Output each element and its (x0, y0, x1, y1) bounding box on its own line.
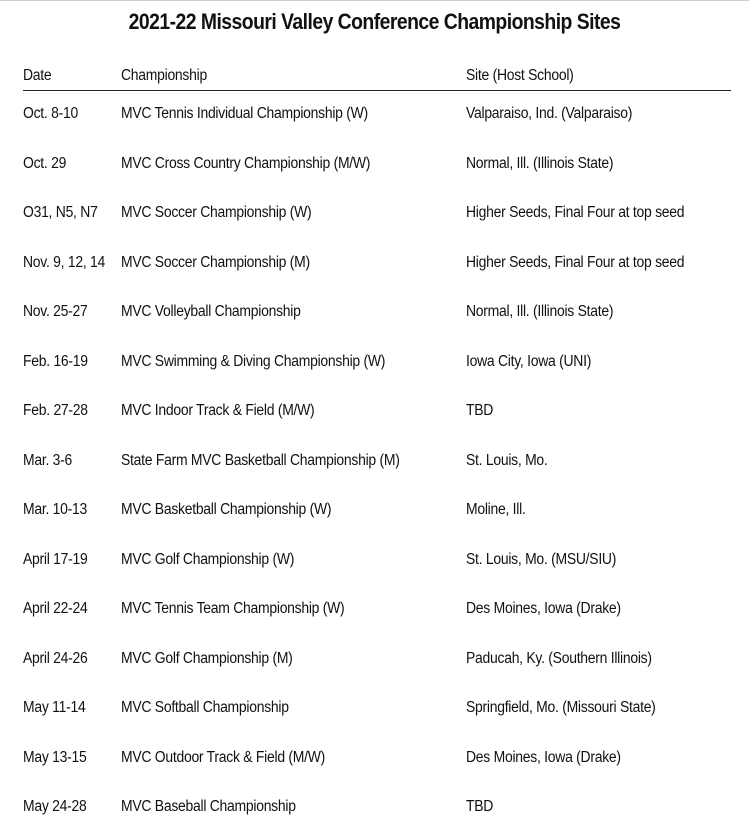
table-row (23, 537, 731, 587)
date-cell: April 22-24 (23, 600, 88, 617)
site-cell: Higher Seeds, Final Four at top seed (466, 204, 685, 221)
championship-cell: MVC Outdoor Track & Field (M/W) (121, 748, 326, 766)
table-row (23, 388, 731, 438)
site-cell: Iowa City, Iowa (UNI) (466, 352, 592, 370)
site-cell: Normal, Ill. (Illinois State) (466, 154, 614, 172)
date-cell: Oct. 8-10 (23, 105, 78, 122)
date-cell: Oct. 29 (23, 154, 67, 172)
championship-cell: MVC Baseball Championship (121, 798, 296, 815)
site-cell: Paducah, Ky. (Southern Illinois) (466, 649, 652, 667)
table-row (23, 240, 731, 290)
championship-sites-table (23, 63, 731, 834)
site-cell: Valparaiso, Ind. (Valparaiso) (466, 105, 633, 122)
site-cell: Higher Seeds, Final Four at top seed (466, 253, 685, 271)
date-cell: Nov. 25-27 (23, 303, 88, 320)
table-row (23, 735, 731, 785)
championship-cell: MVC Volleyball Championship (121, 303, 301, 320)
table-row (23, 438, 731, 488)
championship-cell: MVC Soccer Championship (M) (121, 253, 310, 271)
table-row (23, 141, 731, 191)
site-cell: Des Moines, Iowa (Drake) (466, 600, 621, 617)
date-cell: Nov. 9, 12, 14 (23, 253, 106, 271)
date-cell: April 17-19 (23, 550, 88, 568)
table-row (23, 339, 731, 389)
championship-cell: MVC Golf Championship (W) (121, 550, 295, 568)
table-row (23, 190, 731, 240)
championship-cell: State Farm MVC Basketball Championship (M) (121, 451, 400, 469)
site-cell: St. Louis, Mo. (466, 451, 548, 469)
championship-cell: MVC Golf Championship (M) (121, 649, 293, 667)
page-title: 2021-22 Missouri Valley Conference Championship Sites (128, 9, 621, 34)
site-cell: Springfield, Mo. (Missouri State) (466, 699, 656, 716)
site-cell: Moline, Ill. (466, 501, 526, 518)
date-cell: Feb. 27-28 (23, 402, 88, 419)
championship-cell: MVC Soccer Championship (W) (121, 204, 312, 221)
table-row (23, 487, 731, 537)
header-championship: Championship (121, 67, 207, 84)
header-site: Site (Host School) (466, 67, 574, 84)
date-cell: May 11-14 (23, 699, 86, 716)
date-cell: Mar. 3-6 (23, 451, 73, 469)
championship-cell: MVC Softball Championship (121, 699, 289, 716)
date-cell: April 24-26 (23, 649, 88, 667)
championship-cell: MVC Swimming & Diving Championship (W) (121, 352, 386, 370)
championship-cell: MVC Basketball Championship (W) (121, 501, 332, 518)
site-cell: TBD (466, 402, 494, 419)
date-cell: May 13-15 (23, 748, 87, 766)
site-cell: St. Louis, Mo. (MSU/SIU) (466, 550, 617, 568)
header-date: Date (23, 67, 52, 84)
championship-cell: MVC Cross Country Championship (M/W) (121, 154, 371, 172)
date-cell: May 24-28 (23, 798, 87, 815)
championship-cell: MVC Tennis Team Championship (W) (121, 600, 345, 617)
championship-cell: MVC Indoor Track & Field (M/W) (121, 402, 315, 419)
championship-cell: MVC Tennis Individual Championship (W) (121, 105, 368, 122)
table-row (23, 685, 731, 735)
date-cell: O31, N5, N7 (23, 204, 98, 221)
date-cell: Mar. 10-13 (23, 501, 87, 518)
site-cell: TBD (466, 798, 494, 815)
table-header (23, 63, 731, 91)
table-row (23, 586, 731, 636)
site-cell: Normal, Ill. (Illinois State) (466, 303, 614, 320)
date-cell: Feb. 16-19 (23, 352, 88, 370)
site-cell: Des Moines, Iowa (Drake) (466, 748, 621, 766)
table-row (23, 91, 731, 141)
table-row (23, 784, 731, 834)
table-body (23, 91, 731, 834)
table-row (23, 636, 731, 686)
table-row (23, 289, 731, 339)
